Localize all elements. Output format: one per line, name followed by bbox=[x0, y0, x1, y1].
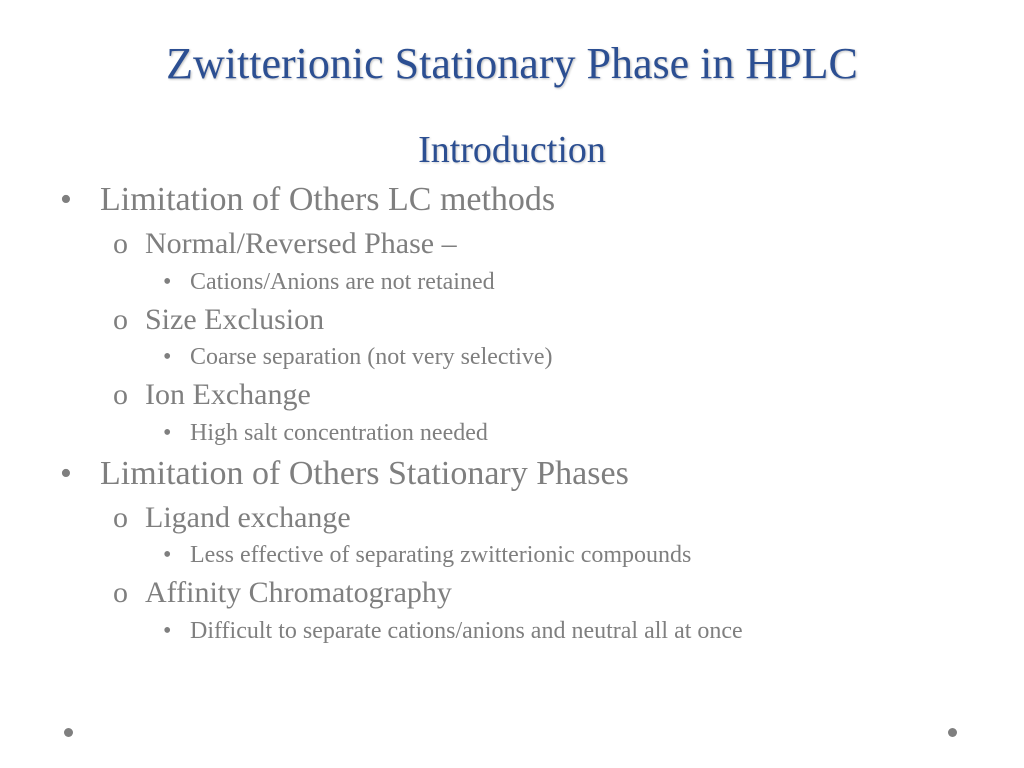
corner-dot-right bbox=[948, 728, 957, 737]
bullet-level3 bbox=[163, 342, 553, 372]
bullet-marker: o bbox=[113, 227, 128, 260]
bullet-level2 bbox=[113, 377, 311, 413]
bullet-text: Limitation of Others Stationary Phases bbox=[100, 455, 629, 492]
bullet-text: Limitation of Others LC methods bbox=[100, 181, 556, 218]
bullet-text: High salt concentration needed bbox=[190, 420, 488, 446]
bullet-level1 bbox=[60, 180, 555, 220]
bullet-text: Ion Exchange bbox=[145, 378, 311, 411]
bullet-level3 bbox=[163, 616, 743, 646]
bullet-marker: • bbox=[163, 542, 172, 568]
bullet-marker: o bbox=[113, 576, 128, 609]
bullet-text: Coarse separation (not very selective) bbox=[190, 344, 553, 370]
bullet-marker: • bbox=[163, 618, 172, 644]
slide-subtitle: Introduction bbox=[418, 129, 606, 171]
bullet-marker: • bbox=[163, 344, 172, 370]
bullet-marker: • bbox=[60, 455, 72, 492]
bullet-level3 bbox=[163, 267, 495, 297]
bullet-text: Normal/Reversed Phase – bbox=[145, 227, 457, 260]
bullet-level2 bbox=[113, 575, 452, 611]
bullet-text: Affinity Chromatography bbox=[145, 576, 452, 609]
bullet-level2 bbox=[113, 500, 351, 536]
bullet-marker: o bbox=[113, 303, 128, 336]
corner-dot-left bbox=[64, 728, 73, 737]
bullet-level2 bbox=[113, 302, 324, 338]
bullet-marker: o bbox=[113, 501, 128, 534]
bullet-marker: • bbox=[60, 181, 72, 218]
bullet-marker: o bbox=[113, 378, 128, 411]
bullet-text: Difficult to separate cations/anions and neutral all at once bbox=[190, 618, 743, 644]
bullet-text: Size Exclusion bbox=[145, 303, 325, 336]
bullet-level1 bbox=[60, 454, 629, 494]
bullet-marker: • bbox=[163, 269, 172, 295]
bullet-text: Ligand exchange bbox=[145, 501, 351, 534]
slide-title: Zwitterionic Stationary Phase in HPLC bbox=[166, 39, 858, 88]
bullet-marker: • bbox=[163, 420, 172, 446]
bullet-level3 bbox=[163, 418, 488, 448]
bullet-text: Less effective of separating zwitterionic compounds bbox=[190, 542, 692, 568]
bullet-level3 bbox=[163, 540, 691, 570]
bullet-text: Cations/Anions are not retained bbox=[190, 269, 495, 295]
bullet-level2 bbox=[113, 226, 457, 262]
